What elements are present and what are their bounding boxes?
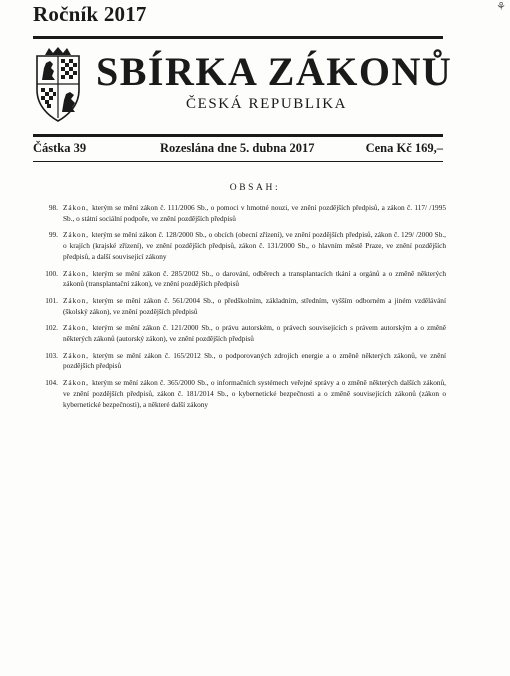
contents-entry	[36, 203, 446, 224]
contents-entry	[36, 269, 446, 290]
entry-lead: Zákon,	[63, 350, 94, 360]
contents-entry	[36, 351, 446, 372]
entry-number: 100.	[45, 268, 58, 278]
top-rule	[33, 36, 443, 39]
year-label: Ročník 2017	[33, 2, 147, 26]
entry-number: 99.	[48, 230, 58, 240]
entry-text: kterým se mění zákon č. 165/2012 Sb., o podporovaných zdrojích energie a o změně některých zákonů, ve znění pozdějších předpisů	[63, 350, 446, 371]
entry-lead: Zákon,	[63, 295, 93, 305]
masthead-subtitle: ČESKÁ REPUBLIKA	[186, 96, 348, 112]
contents-list	[36, 203, 446, 416]
contents-heading: OBSAH:	[229, 183, 281, 193]
entry-number: 104.	[45, 378, 58, 388]
masthead-title: SBÍRKA ZÁKONŮ	[96, 49, 453, 94]
entry-text: kterým se mění zákon č. 561/2004 Sb., o předškolním, základním, středním, vyšším odborném a jiném vzdělávání (školský zákon), ve znění pozdějších předpisů	[63, 295, 446, 316]
entry-text: kterým se mění zákon č. 121/2000 Sb., o právu autorském, o právech souvisejících s právem autorským a o změně některých zákonů (autorský zákon), ve znění pozdějších předpisů	[63, 323, 447, 344]
entry-number: 101.	[45, 295, 58, 305]
entry-number: 98.	[48, 203, 58, 212]
thin-rule	[33, 161, 443, 162]
entry-text: kterým se mění zákon č. 365/2000 Sb., o informačních systémech veřejné správy a o změně některých dalších zákonů, ve znění pozdějších předpisů, zákon č. 181/2014 Sb., o kybernetické bezpečnosti a o změně souvisejících zákonů (zákon o kybernetické bezpečnosti), a některé další zákony	[63, 378, 447, 409]
contents-entry	[36, 378, 446, 410]
entry-lead: Zákon,	[63, 378, 93, 388]
entry-lead: Zákon,	[63, 230, 92, 240]
issue-price: Cena Kč 169,–	[365, 141, 443, 155]
entry-number: 102.	[45, 323, 58, 333]
middle-rule	[33, 134, 443, 137]
entry-text: kterým se mění zákon č. 128/2000 Sb., o obcích (obecní zřízení), ve znění pozdějších předpisů, zákon č. 129/ /2000 Sb., o krajích (krajské zřízení), ve znění pozdějších předpisů, zákon č. 131/2000 Sb., o hlavním městě Praze, ve znění pozdějších předpisů, a další související zákony	[63, 230, 446, 261]
contents-entry	[36, 296, 446, 317]
entry-text: kterým se mění zákon č. 111/2006 Sb., o pomoci v hmotné nouzi, ve znění pozdějších předpisů, a zákon č. 117/ /1995 Sb., o státní sociální podpoře, ve znění pozdějších předpisů	[63, 203, 447, 223]
contents-entry	[36, 323, 446, 344]
issue-number: Částka 39	[33, 141, 87, 155]
entry-lead: Zákon,	[63, 268, 93, 278]
entry-lead: Zákon,	[63, 203, 93, 212]
corner-mark: ⚘	[496, 1, 506, 13]
entry-number: 103.	[45, 350, 58, 360]
entry-text: kterým se mění zákon č. 285/2002 Sb., o darování, odběrech a transplantacích tkání a orgánů a o změně některých zákonů (transplantační zákon), ve znění pozdějších předpisů	[63, 268, 446, 289]
entry-lead: Zákon,	[63, 323, 93, 333]
issue-date: Rozeslána dne 5. dubna 2017	[160, 141, 315, 155]
contents-entry	[36, 230, 446, 262]
state-emblem-icon	[33, 46, 83, 126]
